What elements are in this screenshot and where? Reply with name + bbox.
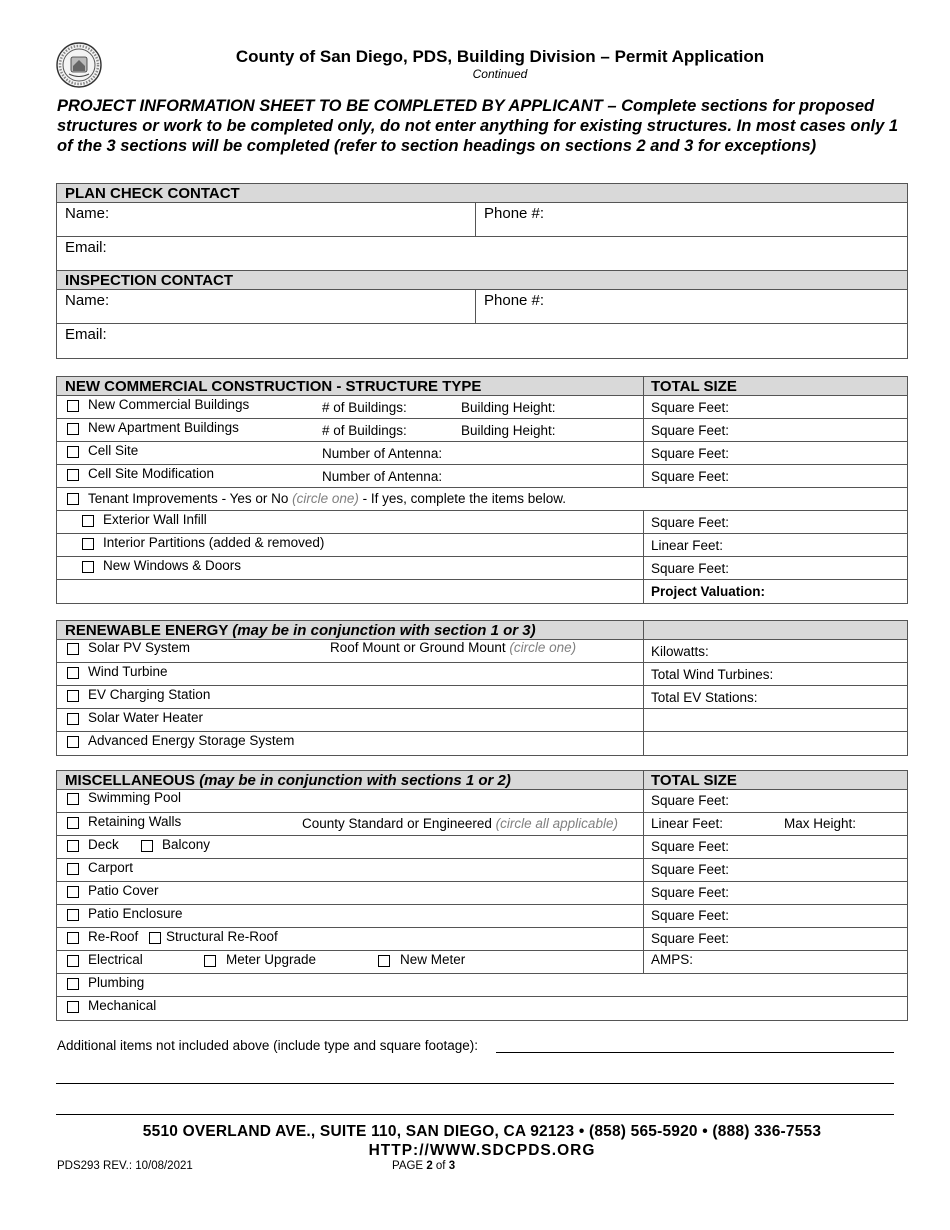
balcony-checkbox[interactable] <box>141 840 153 852</box>
row-label: Solar PV System <box>88 640 191 655</box>
square-feet-label: Square Feet: <box>651 423 730 438</box>
misc-title-note: (may be in conjunction with sections 1 or 2) <box>199 772 511 789</box>
cell-site-checkbox[interactable] <box>67 446 79 458</box>
electrical-row <box>57 951 907 974</box>
section-title: PLAN CHECK CONTACT <box>65 185 240 202</box>
new-meter-checkbox[interactable] <box>378 955 390 967</box>
row-label: New Commercial Buildings <box>88 397 250 412</box>
num-antenna-label: Number of Antenna: <box>322 469 443 484</box>
circle-all-hint: (circle all applicable) <box>495 816 618 831</box>
commercial-section <box>56 376 908 604</box>
page-total: 3 <box>448 1160 456 1172</box>
building-height-label: Building Height: <box>461 400 556 415</box>
balcony-label: Balcony <box>162 837 211 852</box>
email-field-label: Email: <box>65 239 107 256</box>
project-valuation-label: Project Valuation: <box>651 584 766 599</box>
exterior-wall-checkbox[interactable] <box>82 515 94 527</box>
row-label: Wind Turbine <box>88 664 168 679</box>
ev-charging-checkbox[interactable] <box>67 690 79 702</box>
solar-pv-row <box>57 640 907 663</box>
amps-label: AMPS: <box>651 952 694 967</box>
patio-enclosure-row <box>57 905 907 928</box>
renewable-title: RENEWABLE ENERGY <box>65 622 229 639</box>
section-title <box>65 622 536 639</box>
wind-turbine-row <box>57 663 907 686</box>
structural-reroof-checkbox[interactable] <box>149 932 161 944</box>
wind-turbine-checkbox[interactable] <box>67 667 79 679</box>
row-label: Swimming Pool <box>88 790 182 805</box>
additional-items-input-line-1[interactable] <box>496 1052 894 1053</box>
linear-feet-label: Linear Feet: <box>651 538 724 553</box>
row-label: Plumbing <box>88 975 145 990</box>
square-feet-label: Square Feet: <box>651 446 730 461</box>
retaining-walls-checkbox[interactable] <box>67 817 79 829</box>
swimming-pool-checkbox[interactable] <box>67 793 79 805</box>
page-prefix: PAGE <box>392 1160 427 1172</box>
square-feet-label: Square Feet: <box>651 931 730 946</box>
solar-water-checkbox[interactable] <box>67 713 79 725</box>
square-feet-label: Square Feet: <box>651 862 730 877</box>
county-seal-logo <box>56 42 102 88</box>
total-size-title: TOTAL SIZE <box>651 378 737 395</box>
county-standard-text: County Standard or Engineered <box>302 816 492 831</box>
energy-storage-row <box>57 732 907 755</box>
misc-section <box>56 770 908 1021</box>
deck-checkbox[interactable] <box>67 840 79 852</box>
total-size-title: TOTAL SIZE <box>651 772 737 789</box>
plan-check-email-row <box>57 237 907 271</box>
patio-enclosure-checkbox[interactable] <box>67 909 79 921</box>
num-buildings-label: # of Buildings: <box>322 423 407 438</box>
page-number <box>392 1160 455 1172</box>
square-feet-label: Square Feet: <box>651 400 730 415</box>
row-label: Patio Cover <box>88 883 159 898</box>
meter-upgrade-label: Meter Upgrade <box>226 952 317 967</box>
project-valuation-row <box>57 580 907 603</box>
total-ev-label: Total EV Stations: <box>651 690 758 705</box>
square-feet-label: Square Feet: <box>651 839 730 854</box>
page-current: 2 <box>426 1160 433 1172</box>
email-field-label: Email: <box>65 326 107 343</box>
carport-row <box>57 859 907 882</box>
new-apartment-row <box>57 419 907 442</box>
tenant-improvements-row <box>57 488 907 511</box>
building-height-label: Building Height: <box>461 423 556 438</box>
section-title <box>65 772 511 789</box>
county-standard-label <box>302 816 618 831</box>
mechanical-row <box>57 997 907 1020</box>
inspection-name-row <box>57 290 907 324</box>
energy-storage-checkbox[interactable] <box>67 736 79 748</box>
row-label: Carport <box>88 860 134 875</box>
square-feet-label: Square Feet: <box>651 561 730 576</box>
exterior-wall-row <box>57 511 907 534</box>
row-label: Interior Partitions (added & removed) <box>103 535 325 550</box>
row-label: Advanced Energy Storage System <box>88 733 295 748</box>
mechanical-checkbox[interactable] <box>67 1001 79 1013</box>
cell-site-row <box>57 442 907 465</box>
row-label: Retaining Walls <box>88 814 182 829</box>
solar-water-row <box>57 709 907 732</box>
plumbing-checkbox[interactable] <box>67 978 79 990</box>
max-height-label: Max Height: <box>784 816 857 831</box>
new-apartment-checkbox[interactable] <box>67 423 79 435</box>
new-commercial-row <box>57 396 907 419</box>
misc-header <box>57 771 907 790</box>
row-label: New Apartment Buildings <box>88 420 239 435</box>
cell-site-mod-checkbox[interactable] <box>67 469 79 481</box>
tenant-text-cont: - If yes, complete the items below. <box>362 491 567 506</box>
kilowatts-label: Kilowatts: <box>651 644 709 659</box>
plan-check-header <box>57 184 907 203</box>
circle-one-hint: (circle one) <box>509 640 577 655</box>
additional-items-label: Additional items not included above (include type and square footage): <box>57 1038 479 1053</box>
swimming-pool-row <box>57 790 907 813</box>
interior-partitions-row <box>57 534 907 557</box>
new-commercial-checkbox[interactable] <box>67 400 79 412</box>
mount-option-label <box>330 640 576 655</box>
footer-divider <box>56 1114 894 1115</box>
row-label: Patio Enclosure <box>88 906 183 921</box>
square-feet-label: Square Feet: <box>651 908 730 923</box>
renewable-title-note: (may be in conjunction with section 1 or 3) <box>232 622 536 639</box>
misc-title: MISCELLANEOUS <box>65 772 196 789</box>
tenant-improvements-checkbox[interactable] <box>67 493 79 505</box>
name-field-label: Name: <box>65 205 110 222</box>
contacts-section <box>56 183 908 359</box>
footer-address: 5510 OVERLAND AVE., SUITE 110, SAN DIEGO, CA 92123 • (858) 565-5920 • (888) 336-7553 <box>142 1123 822 1140</box>
row-label: Exterior Wall Infill <box>103 512 207 527</box>
plumbing-row <box>57 974 907 997</box>
patio-cover-row <box>57 882 907 905</box>
deck-row <box>57 836 907 859</box>
linear-feet-label: Linear Feet: <box>651 816 724 831</box>
num-antenna-label: Number of Antenna: <box>322 446 443 461</box>
row-label: EV Charging Station <box>88 687 211 702</box>
inspection-email-row <box>57 324 907 358</box>
square-feet-label: Square Feet: <box>651 515 730 530</box>
plan-check-name-row <box>57 203 907 237</box>
square-feet-label: Square Feet: <box>651 885 730 900</box>
new-meter-label: New Meter <box>400 952 466 967</box>
name-field-label: Name: <box>65 292 110 309</box>
retaining-walls-row <box>57 813 907 836</box>
instructions-text: PROJECT INFORMATION SHEET TO BE COMPLETED BY APPLICANT – Complete sections for proposed structures or work to be completed only, do not enter anything for existing structures. In most cases only 1 of the 3 sections will be completed (refer to section headings on sections 2 and 3 for exceptions) <box>57 97 899 155</box>
renewable-header <box>57 621 907 640</box>
windows-doors-row <box>57 557 907 580</box>
deck-label: Deck <box>88 837 119 852</box>
reroof-row <box>57 928 907 951</box>
mount-text: Roof Mount or Ground Mount <box>330 640 506 655</box>
windows-doors-checkbox[interactable] <box>82 561 94 573</box>
reroof-checkbox[interactable] <box>67 932 79 944</box>
electrical-checkbox[interactable] <box>67 955 79 967</box>
reroof-label: Re-Roof <box>88 929 139 944</box>
num-buildings-label: # of Buildings: <box>322 400 407 415</box>
square-feet-label: Square Feet: <box>651 469 730 484</box>
form-revision: PDS293 REV.: 10/08/2021 <box>57 1160 193 1172</box>
circle-one-hint: (circle one) <box>292 491 359 506</box>
row-label: New Windows & Doors <box>103 558 242 573</box>
commercial-header <box>57 377 907 396</box>
patio-cover-checkbox[interactable] <box>67 886 79 898</box>
carport-checkbox[interactable] <box>67 863 79 875</box>
page-title: County of San Diego, PDS, Building Division – Permit Application <box>235 47 765 66</box>
page-subtitle: Continued <box>472 67 528 81</box>
meter-upgrade-checkbox[interactable] <box>204 955 216 967</box>
row-label: Mechanical <box>88 998 157 1013</box>
row-label: Solar Water Heater <box>88 710 204 725</box>
inspection-header <box>57 271 907 290</box>
renewable-section <box>56 620 908 756</box>
footer-website: HTTP://WWW.SDCPDS.ORG <box>368 1142 596 1159</box>
cell-site-mod-row <box>57 465 907 488</box>
page-of: of <box>432 1160 449 1172</box>
solar-pv-checkbox[interactable] <box>67 643 79 655</box>
ev-charging-row <box>57 686 907 709</box>
additional-items-input-line-2[interactable] <box>56 1083 894 1084</box>
section-title: NEW COMMERCIAL CONSTRUCTION - STRUCTURE TYPE <box>65 378 482 395</box>
row-label: Cell Site <box>88 443 139 458</box>
electrical-label: Electrical <box>88 952 143 967</box>
phone-field-label: Phone #: <box>484 292 545 309</box>
phone-field-label: Phone #: <box>484 205 545 222</box>
interior-partitions-checkbox[interactable] <box>82 538 94 550</box>
square-feet-label: Square Feet: <box>651 793 730 808</box>
total-wind-label: Total Wind Turbines: <box>651 667 774 682</box>
row-label: Cell Site Modification <box>88 466 215 481</box>
structural-reroof-label: Structural Re-Roof <box>166 929 278 944</box>
tenant-text: Tenant Improvements - Yes or No <box>88 491 289 506</box>
tenant-improvements-label <box>88 491 566 506</box>
section-title: INSPECTION CONTACT <box>65 272 234 289</box>
